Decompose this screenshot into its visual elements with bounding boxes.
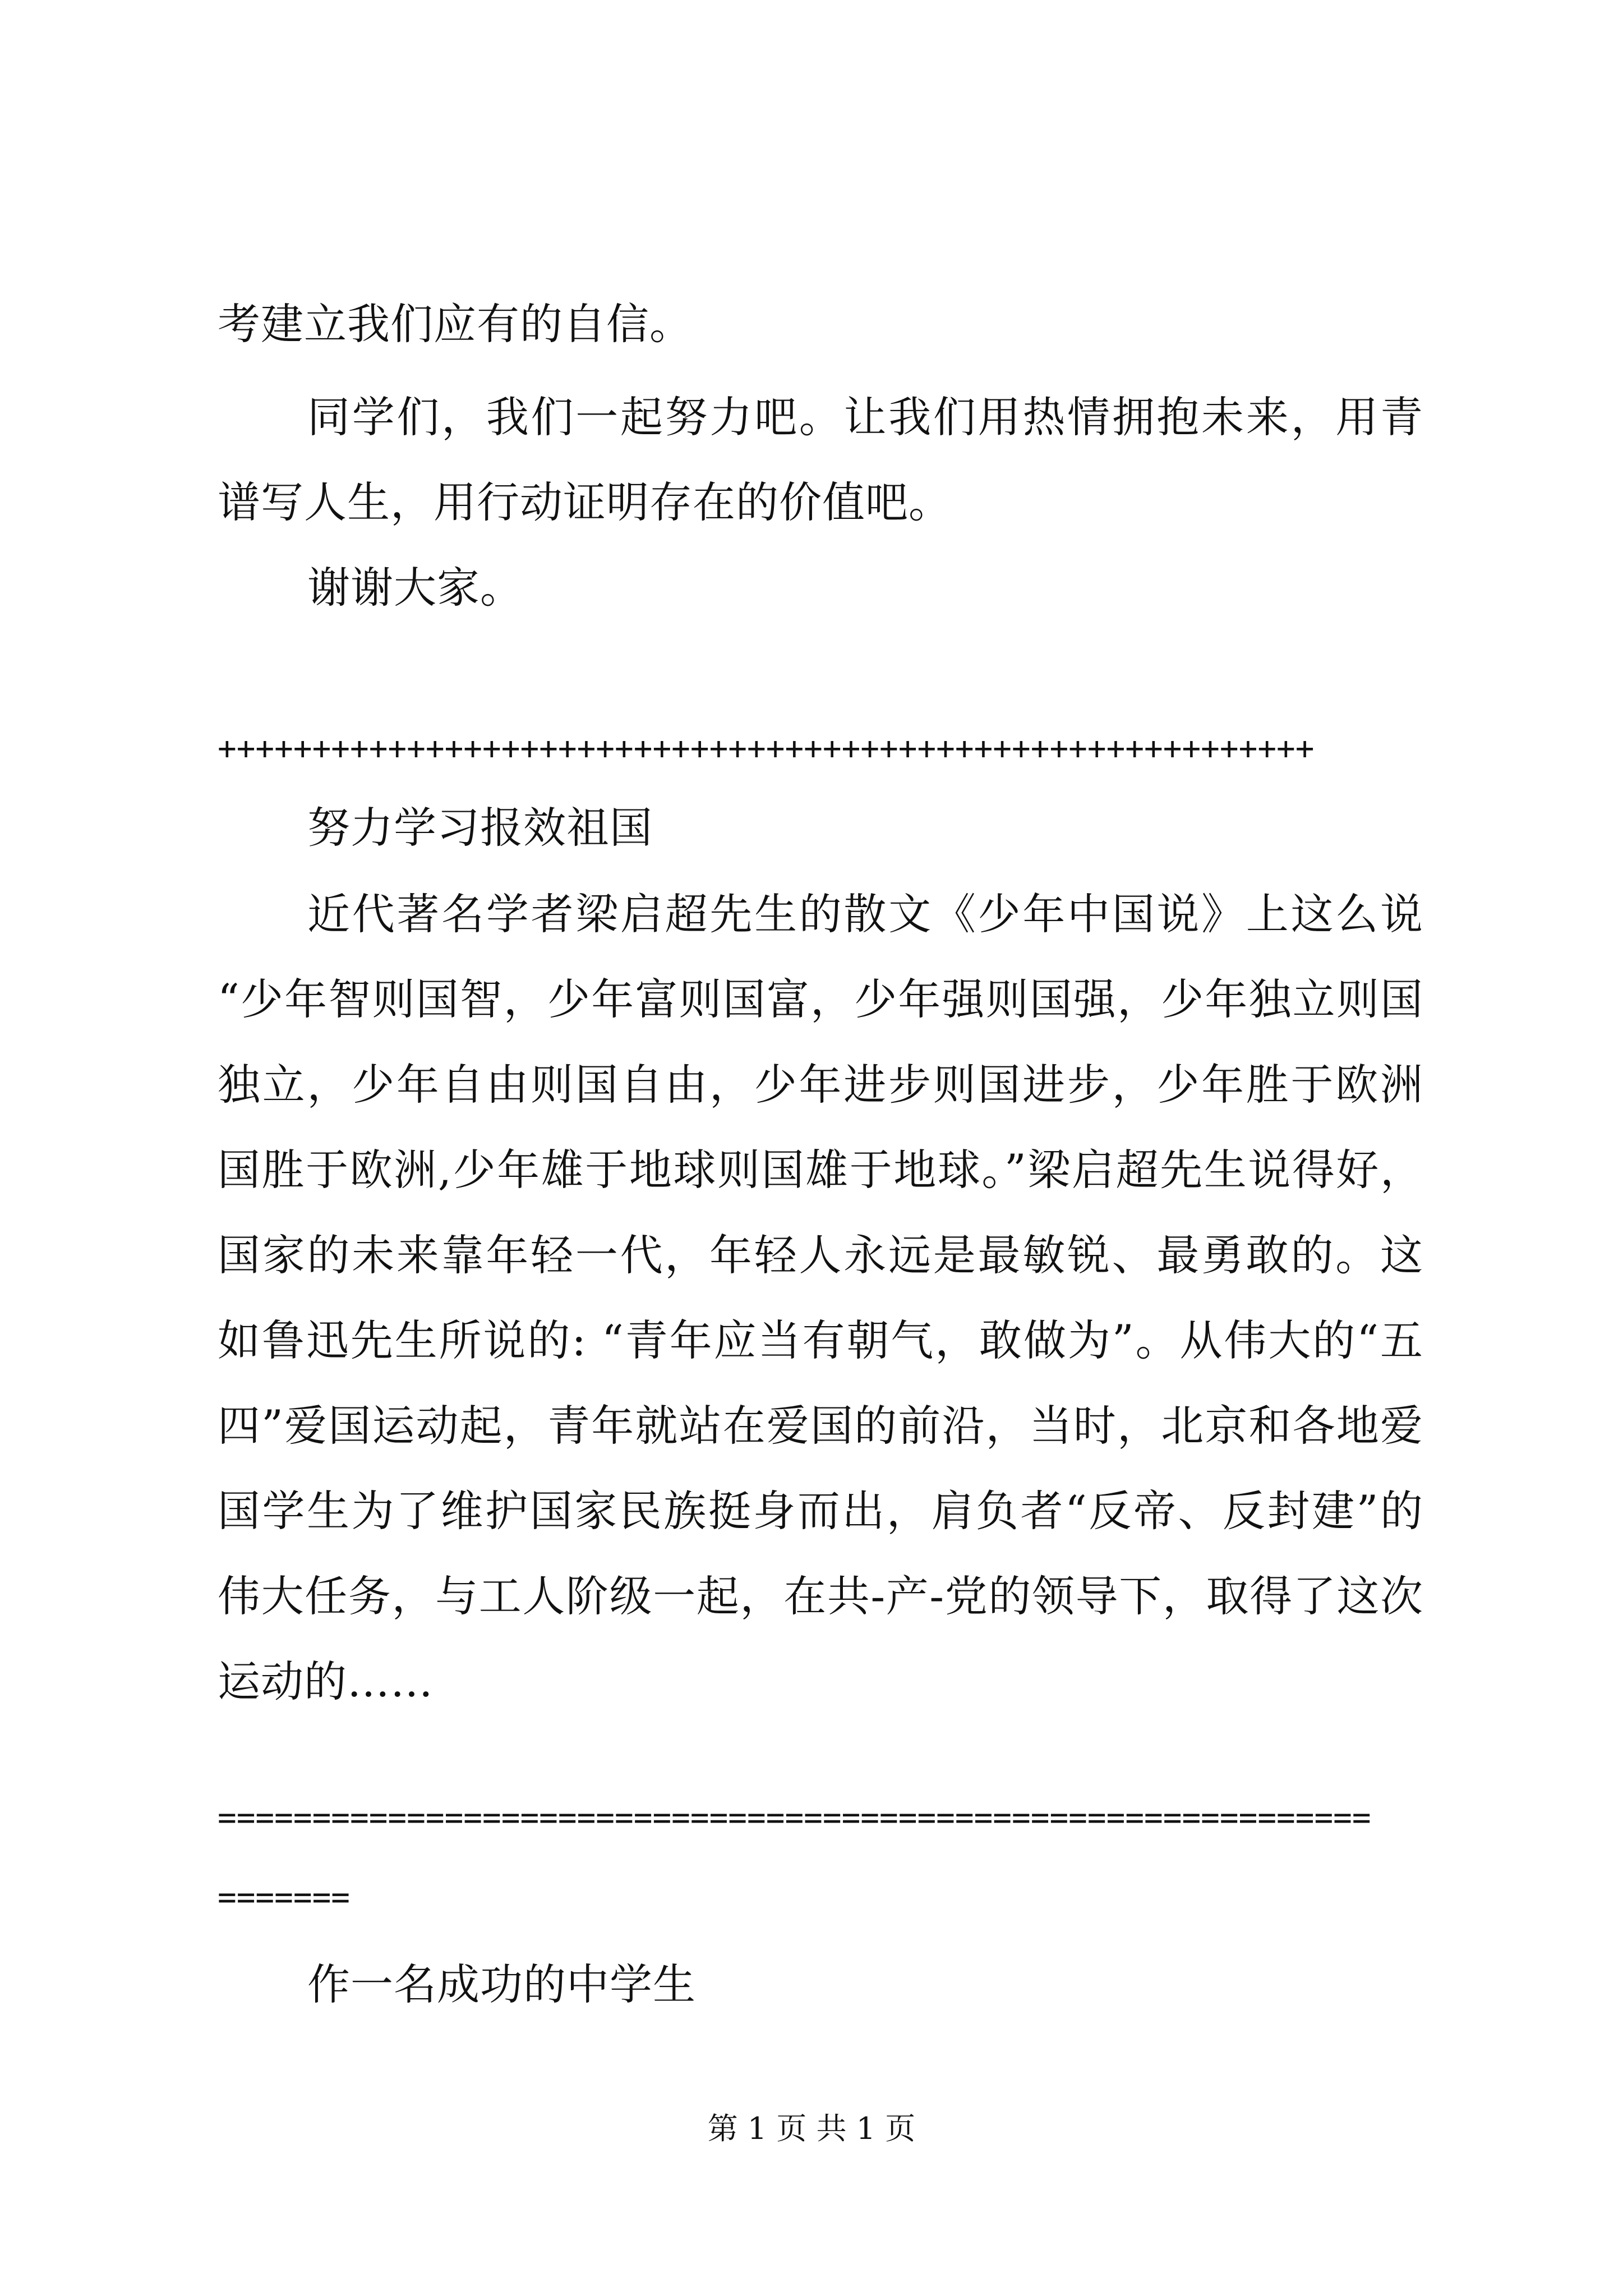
text-line: 谢谢大家。 [307, 563, 523, 613]
text-line: 独立，少年自由则国自由，少年进步则国进步，少年胜于欧洲 [218, 1060, 1423, 1110]
plus-separator: ++++++++++++++++++++++++++++++++++++++++++++++++++++++++++ [218, 730, 1315, 767]
section-title: 作一名成功的中学生 [307, 1959, 696, 2009]
text-line: 谱写人生，用行动证明存在的价值吧。 [218, 477, 952, 527]
text-line: 国胜于欧洲,少年雄于地球则国雄于地球。”梁启超先生说得好， [218, 1145, 1423, 1195]
text-line: 国学生为了维护国家民族挺身而出，肩负者“反帝、反封建”的 [218, 1486, 1423, 1536]
text-line: 近代著名学者梁启超先生的散文《少年中国说》上这么说 [307, 889, 1423, 939]
text-line: 如鲁迅先生所说的: “青年应当有朝气，敢做为”。从伟大的“五 [218, 1315, 1423, 1365]
text-line: 四”爱国运动起，青年就站在爱国的前沿，当时，北京和各地爱 [218, 1401, 1423, 1451]
equals-separator: ============================================================= [218, 1800, 1371, 1836]
text-line: “少年智则国智，少年富则国富，少年强则国强，少年独立则国 [218, 974, 1423, 1024]
text-line: 运动的…… [218, 1657, 434, 1706]
page-footer: 第 1 页 共 1 页 [707, 2111, 916, 2146]
text-line: 伟大任务，与工人阶级一起，在共-产-党的领导下，取得了这次 [218, 1571, 1423, 1621]
section-title: 努力学习报效祖国 [307, 803, 653, 853]
text-line: 国家的未来靠年轻一代，年轻人永远是最敏锐、最勇敢的。这 [218, 1230, 1423, 1280]
text-line: 同学们，我们一起努力吧。让我们用热情拥抱未来，用青 [307, 392, 1423, 442]
text-line: 考建立我们应有的自信。 [218, 299, 693, 349]
equals-separator-continued: ======= [218, 1879, 351, 1916]
